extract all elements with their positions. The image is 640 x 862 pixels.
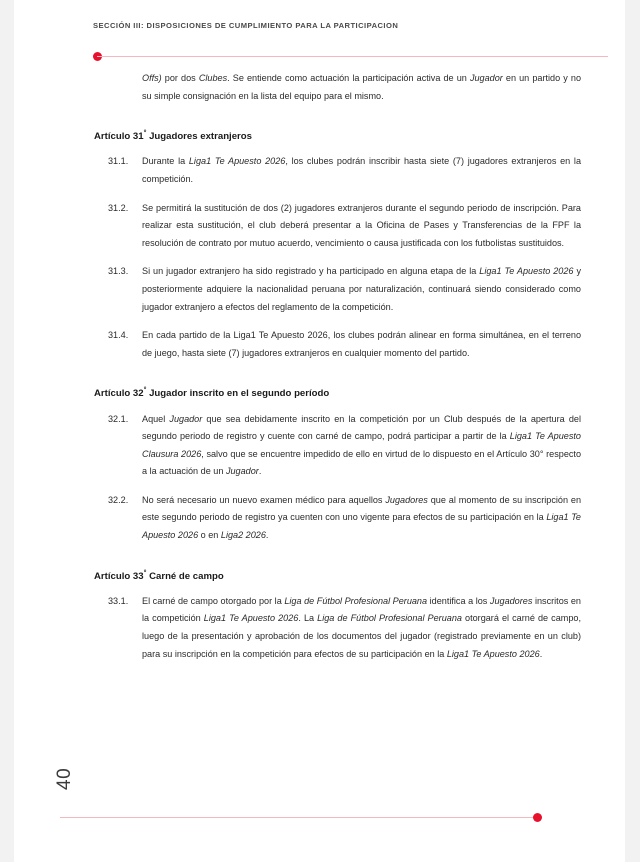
article-heading xyxy=(14,567,625,584)
article-heading-degree: ° xyxy=(143,387,147,395)
clause-paragraph xyxy=(14,263,625,316)
clause-number: 33.1. xyxy=(108,595,129,606)
clause-text-emphasis: Jugadores xyxy=(385,494,428,505)
clause-text-emphasis: Liga2 2026 xyxy=(220,530,266,541)
clause-text: . La xyxy=(298,613,318,624)
running-head: SECCIÓN III: DISPOSICIONES DE CUMPLIMIENTO PARA LA PARTICIPACION xyxy=(93,21,399,30)
clause-text-emphasis: Liga1 Te Apuesto 2026 xyxy=(188,156,286,167)
clause-text-emphasis: Liga1 Te Apuesto 2026 xyxy=(479,266,574,277)
clause-text: No será necesario un nuevo examen médico para aquellos xyxy=(142,494,386,505)
clause-text: y posteriormente adquiere la nacionalidad peruana por naturalización, continuará siendo considerado como jugador extranjero a efectos del reglamento de la competición. xyxy=(142,266,582,312)
clause-text-emphasis: Liga1 Te Apuesto 2026 xyxy=(203,613,299,624)
articles-list xyxy=(14,127,625,663)
clause-text-emphasis: Liga de Fútbol Profesional Peruana xyxy=(284,595,428,606)
clause-text: Aquel xyxy=(142,413,170,424)
clause-text: En cada partido de la Liga1 Te Apuesto 2026, los clubes podrán alinear en forma simultánea, en el terreno de juego, hasta siete (7) jugadores extranjeros en cualquier momento del partido. xyxy=(142,330,581,358)
lead-segment-4: . Se entiende como actuación la participación activa de un xyxy=(227,73,470,83)
clause-number: 32.1. xyxy=(108,413,129,424)
clause-number: 31.2. xyxy=(108,202,129,213)
article-heading xyxy=(14,384,625,401)
clause-paragraph xyxy=(14,411,625,481)
article-heading-title: Jugador inscrito en el segundo período xyxy=(146,388,330,400)
lead-segment-3: Clubes xyxy=(198,73,228,83)
clause-paragraph xyxy=(14,593,625,663)
lead-segment-2: por dos xyxy=(161,73,199,83)
clause-text-emphasis: Liga1 Te Apuesto 2026 xyxy=(142,512,581,541)
clause-text: que al momento de su inscripción en este segundo periodo de registro ya cuenten con uno vigente para efectos de su participación en la xyxy=(142,494,582,523)
lead-segment-1: Offs) xyxy=(142,73,162,83)
clause-text: . xyxy=(265,530,269,541)
clause-paragraph xyxy=(14,327,625,362)
clause-text-emphasis: Jugador xyxy=(169,413,203,424)
article-heading-title: Carné de campo xyxy=(146,570,224,582)
clause-number: 31.1. xyxy=(108,156,129,167)
article-heading-number: Artículo 31 xyxy=(94,131,144,143)
clause-text-emphasis: Liga1 Te Apuesto Clausura 2026 xyxy=(142,431,581,459)
clause-number: 32.2. xyxy=(108,494,129,505)
document-body xyxy=(14,70,625,663)
clause-text: Si un jugador extranjero ha sido registrado y ha participado en alguna etapa de la xyxy=(142,266,480,277)
clause-text: , los clubes podrán inscribir hasta siete (7) jugadores extranjeros en la competición. xyxy=(142,156,582,184)
clause-text: inscritos en la competición xyxy=(142,595,581,624)
article-heading xyxy=(14,127,625,144)
lead-segment-5: Jugador xyxy=(469,73,503,83)
clause-text: identifica a los xyxy=(427,595,490,606)
clause-text-emphasis: Jugadores xyxy=(489,595,533,606)
clause-paragraph xyxy=(14,153,625,188)
clause-text: Se permitirá la sustitución de dos (2) jugadores extranjeros durante el segundo periodo de inscripción. Para realizar esta sustitución, el club deberá presentar a la Oficina de Pases y Transferencias de la FPF la resolución de contrato por mutuo acuerdo, vencimiento o causa justificada con los futbolistas sustituidos. xyxy=(142,202,581,248)
clause-text: que sea debidamente inscrito en la competición por un Club después de la apertura del segundo periodo de registro y cuente con carné de campo, podrá participar a partir de la xyxy=(142,413,581,442)
clause-text: El carné de campo otorgado por la xyxy=(142,595,285,606)
decorative-dot-bottom xyxy=(533,813,542,822)
clause-number: 31.4. xyxy=(108,330,129,341)
clause-text-emphasis: Liga de Fútbol Profesional Peruana xyxy=(317,613,462,624)
clause-text: . xyxy=(258,466,262,477)
clause-text: . xyxy=(539,648,543,659)
article-heading-number: Artículo 33 xyxy=(94,570,144,582)
article-heading-number: Artículo 32 xyxy=(94,388,144,400)
clause-text: otorgará el carné de campo, luego de la presentación y aprobación de los documentos del jugador (registrado previamente en un club) para su inscripción en la competición para efectos de su participación en la xyxy=(142,613,581,659)
clause-number: 31.3. xyxy=(108,266,129,277)
clause-text: , salvo que se encuentre impedido de ello en virtud de lo dispuesto en el Artículo 30° respecto a la actuación de un xyxy=(142,448,582,477)
footer-rule xyxy=(60,817,538,818)
document-page xyxy=(14,0,625,862)
clause-text-emphasis: Liga1 Te Apuesto 2026 xyxy=(446,648,540,659)
page-number: 40 xyxy=(54,767,75,790)
article-heading-title: Jugadores extranjeros xyxy=(146,131,252,143)
clause-text: o en xyxy=(198,530,221,541)
lead-paragraph xyxy=(14,70,625,105)
clause-text: Durante la xyxy=(142,156,189,167)
lead-segment-6: en un partido y no su simple consignación en la lista del equipo para el mismo. xyxy=(142,73,581,101)
header-rule xyxy=(97,56,608,57)
article-heading-degree: ° xyxy=(143,130,147,138)
clause-text-emphasis: Jugador xyxy=(225,466,259,477)
article-heading-degree: ° xyxy=(143,569,147,577)
clause-paragraph xyxy=(14,492,625,545)
clause-paragraph xyxy=(14,200,625,253)
